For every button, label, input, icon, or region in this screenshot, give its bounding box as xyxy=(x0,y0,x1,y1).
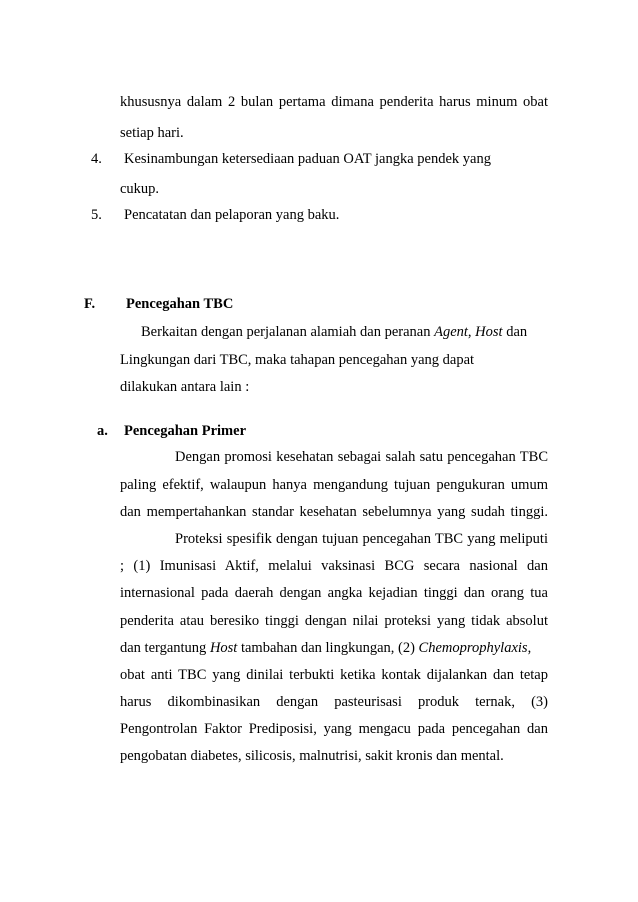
section-a-heading: Pencegahan Primer xyxy=(124,423,247,439)
primer-line-6: internasional pada daerah dengan angka kejadian tinggi dan orang tua xyxy=(120,585,548,601)
section-f-paragraph-line-3: dilakukan antara lain : xyxy=(120,379,250,395)
host-term-2: Host xyxy=(209,640,238,656)
host-term: Host xyxy=(475,324,503,340)
section-a-letter: a. xyxy=(97,423,108,439)
primer-line-12: pengobatan diabetes, silicosis, malnutrisi, sakit kronis dan mental. xyxy=(120,748,504,764)
primer-line-8 xyxy=(120,639,531,657)
agent-term: Agent xyxy=(434,324,468,340)
primer-line-11: Pengontrolan Faktor Prediposisi, yang mengacu pada pencegahan dan xyxy=(120,721,548,737)
primer-line-8-text-c: , xyxy=(527,640,532,656)
primer-line-2: paling efektif, walaupun hanya mengandung tujuan pengukuran umum xyxy=(120,477,548,493)
chemoprophylaxis-term: Chemoprophylaxis xyxy=(418,640,528,656)
list-item-4-line-1: Kesinambungan ketersediaan paduan OAT jangka pendek yang xyxy=(124,151,491,167)
section-f-separator: , xyxy=(467,324,476,340)
section-f-text-a: Berkaitan dengan perjalanan alamiah dan peranan xyxy=(141,324,435,340)
list-item-4-line-2: cukup. xyxy=(120,181,160,197)
primer-line-10: harus dikombinasikan dengan pasteurisasi produk ternak, (3) xyxy=(120,694,548,710)
primer-line-4: Proteksi spesifik dengan tujuan pencegahan TBC yang meliputi xyxy=(175,531,548,547)
section-f-heading: Pencegahan TBC xyxy=(126,296,234,312)
primer-line-5: ; (1) Imunisasi Aktif, melalui vaksinasi BCG secara nasional dan xyxy=(120,558,548,574)
primer-line-8-text-b: tambahan dan lingkungan, (2) xyxy=(237,640,419,656)
section-f-letter: F. xyxy=(84,296,96,312)
list-number-4: 4. xyxy=(91,151,102,167)
primer-line-8-text-a: dan tergantung xyxy=(120,640,210,656)
list-item-5-line-1: Pencatatan dan pelaporan yang baku. xyxy=(124,207,340,223)
primer-line-7: penderita atau beresiko tinggi dengan nilai proteksi yang tidak absolut xyxy=(120,613,548,629)
primer-line-9: obat anti TBC yang dinilai terbukti ketika kontak dijalankan dan tetap xyxy=(120,667,548,683)
list-number-5: 5. xyxy=(91,207,102,223)
list-continuation-line-1: khususnya dalam 2 bulan pertama dimana penderita harus minum obat xyxy=(120,94,548,110)
section-f-text-b: dan xyxy=(502,324,528,340)
primer-line-3: dan mempertahankan standar kesehatan sebelumnya yang sudah tinggi. xyxy=(120,504,548,520)
section-f-paragraph-line-1 xyxy=(141,323,527,341)
primer-line-1: Dengan promosi kesehatan sebagai salah satu pencegahan TBC xyxy=(175,449,548,465)
section-f-paragraph-line-2: Lingkungan dari TBC, maka tahapan pencegahan yang dapat xyxy=(120,352,475,368)
list-continuation-line-2: setiap hari. xyxy=(120,125,184,141)
